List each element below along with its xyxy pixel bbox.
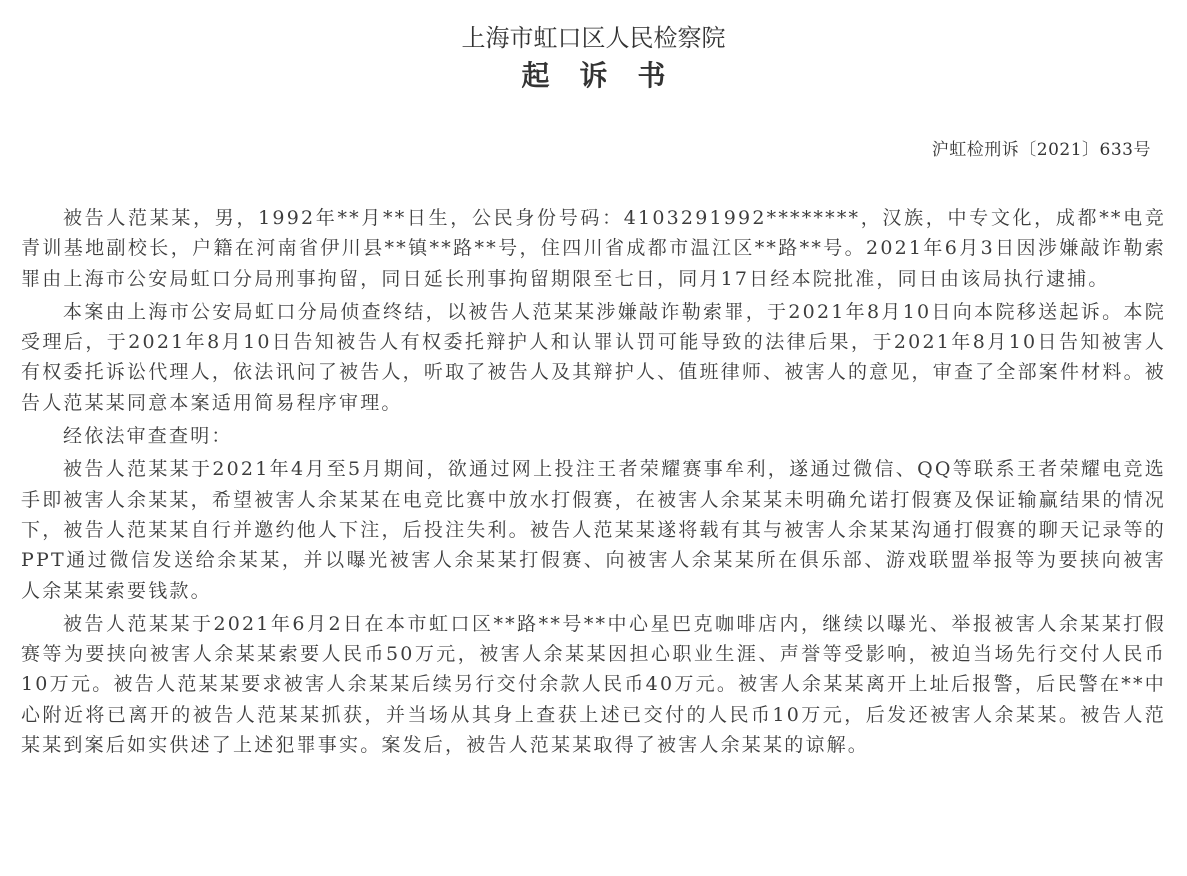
paragraph-defendant-info: 被告人范某某，男，1992年**月**日生，公民身份号码：4103291992********，汉族，中专文化，成都**电竞青训基地副校长，户籍在河南省伊川县**镇**路**号，住四川省成都市温江区**路**号。2021年6月3日因涉嫌敲诈勒索罪由上海市公安局虹口分局刑事拘留，同日延长刑事拘留期限至七日，同月17日经本院批准，同日由该局执行逮捕。 xyxy=(21,207,1166,290)
paragraph-findings-heading: 经依法审查查明： xyxy=(63,425,233,448)
paragraph-facts-extortion: 被告人范某某于2021年6月2日在本市虹口区**路**号**中心星巴克咖啡店内，继续以曝光、举报被害人余某某打假赛等为要挟向被害人余某某索要人民币50万元，被害人余某某因担心职业生涯、声誉等受影响，被迫当场先行交付人民币10万元。被告人范某某要求被害人余某某后续另行交付余款人民币40万元。被害人余某某离开上址后报警，后民警在**中心附近将已离开的被告人范某某抓获，并当场从其身上查获上述已交付的人民币10万元，后发还被害人余某某。被告人范某某到案后如实供述了上述犯罪事实。案发后，被告人范某某取得了被害人余某某的谅解。 xyxy=(21,612,1166,757)
document-body xyxy=(21,203,1166,763)
procuratorate-name: 上海市虹口区人民检察院 xyxy=(461,24,726,52)
document-title: 起诉书 xyxy=(521,59,696,92)
document-number: 沪虹检刑诉〔2021〕633号 xyxy=(931,140,1151,160)
paragraph-case-procedure: 本案由上海市公安局虹口分局侦查终结，以被告人范某某涉嫌敲诈勒索罪，于2021年8月10日向本院移送起诉。本院受理后，于2021年8月10日告知被告人有权委托辩护人和认罪认罚可能导致的法律后果，于2021年8月10日告知被害人有权委托诉讼代理人，依法讯问了被告人，听取了被告人及其辩护人、值班律师、被害人的意见，审查了全部案件材料。被告人范某某同意本案适用简易程序审理。 xyxy=(21,300,1166,414)
paragraph-facts-betting: 被告人范某某于2021年4月至5月期间，欲通过网上投注王者荣耀赛事牟利，遂通过微信、QQ等联系王者荣耀电竞选手即被害人余某某，希望被害人余某某在电竞比赛中放水打假赛，在被害人余某某未明确允诺打假赛及保证输赢结果的情况下，被告人范某某自行并邀约他人下注，后投注失利。被告人范某某遂将载有其与被害人余某某沟通打假赛的聊天记录等的PPT通过微信发送给余某某，并以曝光被害人余某某打假赛、向被害人余某某所在俱乐部、游戏联盟举报等为要挟向被害人余某某索要钱款。 xyxy=(21,458,1166,602)
